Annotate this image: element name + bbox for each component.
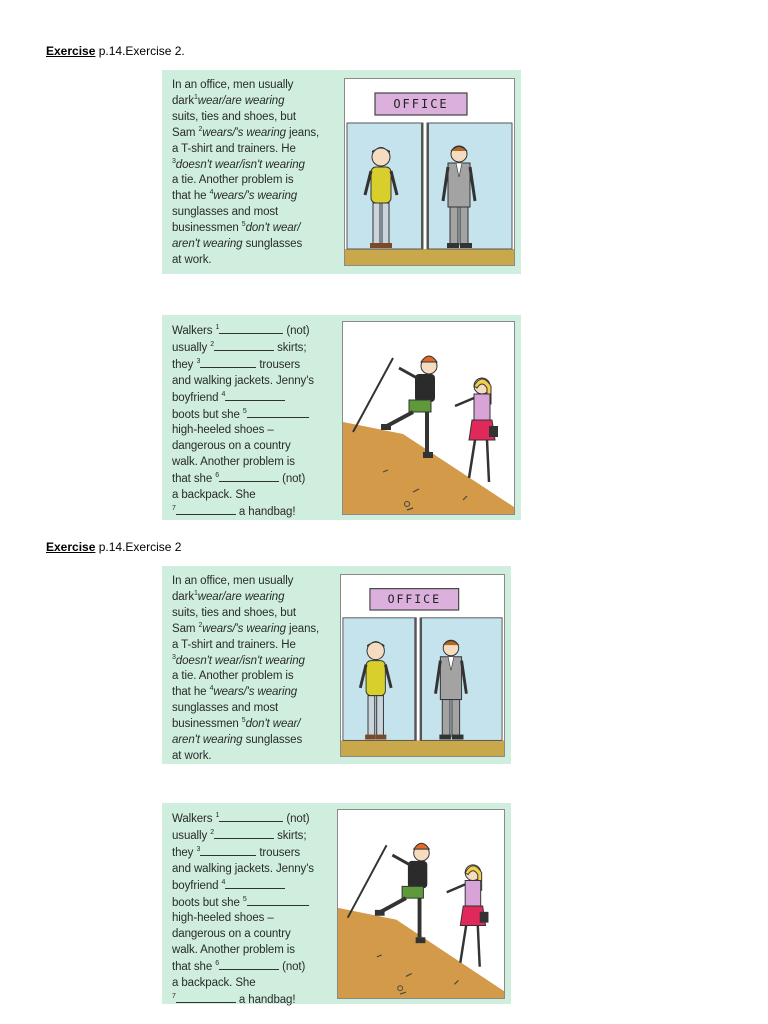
answer-text: aren't wearing: [172, 734, 243, 747]
walkers-text: [172, 323, 337, 521]
answer-blank[interactable]: [219, 811, 283, 822]
line-text: In an office, men usually: [172, 79, 294, 91]
line-text-end: jeans,: [285, 622, 320, 635]
section-heading-1: [46, 44, 185, 58]
line-text-end: trousers: [256, 358, 301, 371]
line-text: a tie. Another problem is: [172, 174, 294, 187]
text-line: [172, 253, 337, 269]
gap-number: 5: [241, 717, 246, 725]
heading-label: Exercise: [46, 44, 96, 58]
gap-number: 5: [242, 895, 247, 903]
line-text-end: a handbag!: [235, 993, 296, 1006]
line-text: that he: [172, 686, 210, 699]
heading-label: Exercise: [46, 540, 96, 554]
text-line: [172, 237, 337, 253]
answer-blank[interactable]: [219, 323, 283, 334]
line-text-end: (not): [279, 473, 306, 486]
text-line: [172, 205, 337, 221]
line-text-end: (not): [279, 961, 306, 974]
text-line: [172, 173, 337, 189]
gap-number: 2: [198, 621, 203, 629]
gap-number: 2: [210, 341, 214, 349]
line-text: a backpack. She: [172, 977, 256, 990]
answer-blank[interactable]: [214, 828, 274, 839]
gap-number: 7: [172, 505, 176, 513]
walkers-svg: [338, 810, 504, 998]
line-text: they: [172, 846, 197, 859]
text-line: [172, 927, 337, 943]
line-text: sunglasses and most: [172, 702, 279, 715]
text-line: [172, 811, 337, 828]
gap-number: 1: [215, 812, 220, 820]
office-floor: [341, 740, 504, 756]
text-line: [172, 959, 337, 976]
gap-number: 7: [172, 993, 176, 1001]
line-text: a tie. Another problem is: [172, 670, 294, 683]
text-line: [172, 845, 337, 862]
office-floor: [345, 249, 514, 265]
line-text: a T-shirt and trainers. He: [172, 638, 296, 651]
text-line: [172, 357, 337, 374]
office-text: [172, 78, 337, 269]
line-text: walk. Another problem is: [172, 456, 295, 469]
text-line: [172, 749, 337, 765]
line-text: at work.: [172, 253, 212, 266]
line-text: In an office, men usually: [172, 575, 294, 587]
text-line: [172, 895, 337, 912]
answer-text: doesn't wear/isn't wearing: [175, 654, 305, 667]
gap-number: 3: [196, 845, 201, 853]
line-text: dangerous on a country: [172, 928, 291, 941]
line-text: boots but she: [172, 408, 243, 421]
text-line: [172, 455, 337, 471]
text-line: [172, 142, 337, 158]
text-line: [172, 638, 337, 654]
line-text-end: a handbag!: [235, 505, 296, 518]
answer-text: wears/'s wearing: [202, 622, 286, 635]
answer-text: don't wear/: [245, 222, 301, 235]
walkers-card-2: [162, 803, 511, 1004]
text-line: [172, 590, 337, 606]
office-illustration: [340, 574, 505, 757]
line-text: usually: [172, 341, 211, 354]
text-line: [172, 374, 337, 390]
text-line: [172, 340, 337, 357]
answer-blank[interactable]: [247, 407, 309, 418]
answer-text: aren't wearing: [172, 238, 243, 251]
office-card-2: [162, 566, 511, 764]
line-text-end: (not): [283, 813, 310, 825]
line-text-end: skirts;: [274, 341, 307, 354]
line-text: boyfriend: [172, 879, 222, 892]
text-line: [172, 622, 337, 638]
gap-number: 1: [193, 94, 198, 102]
answer-text: wear/are wearing: [197, 590, 285, 603]
office-text: [172, 574, 337, 765]
text-line: [172, 221, 337, 237]
line-text: high-heeled shoes –: [172, 424, 274, 437]
section-heading-2: [46, 540, 181, 554]
text-line: [172, 126, 337, 142]
office-sign-text: OFFICE: [387, 592, 441, 607]
office-illustration: [344, 78, 515, 266]
answer-blank[interactable]: [219, 471, 279, 482]
line-text-end: sunglasses: [242, 734, 303, 747]
text-line: [172, 78, 337, 94]
heading-rest: p.14.Exercise 2: [95, 540, 182, 554]
walkers-illustration: [342, 321, 515, 515]
heading-rest: p.14.Exercise 2.: [95, 44, 185, 58]
gap-number: 3: [196, 357, 201, 365]
line-text: and walking jackets. Jenny's: [172, 862, 314, 875]
line-text: a backpack. She: [172, 489, 256, 502]
text-line: [172, 654, 337, 670]
office-svg: [341, 575, 504, 756]
gap-number: 4: [209, 189, 214, 197]
line-text: a T-shirt and trainers. He: [172, 142, 296, 155]
line-text: sunglasses and most: [172, 206, 279, 219]
line-text-end: sunglasses: [242, 238, 303, 251]
text-line: [172, 110, 337, 126]
line-text: Walkers: [172, 813, 216, 825]
gap-number: 4: [221, 390, 226, 398]
text-line: [172, 669, 337, 685]
gap-number: 2: [198, 125, 203, 133]
answer-blank[interactable]: [214, 340, 274, 351]
text-line: [172, 685, 337, 701]
gap-number: 5: [241, 221, 246, 229]
line-text: boyfriend: [172, 391, 222, 404]
line-text: dangerous on a country: [172, 440, 291, 453]
text-line: [172, 439, 337, 455]
line-text: dark: [172, 94, 194, 107]
line-text: at work.: [172, 749, 212, 762]
answer-text: wear/are wearing: [197, 94, 285, 107]
text-line: [172, 862, 337, 878]
line-text: businessmen: [172, 718, 242, 731]
line-text-end: trousers: [256, 846, 301, 859]
text-line: [172, 911, 337, 927]
gap-number: 1: [193, 590, 198, 598]
gap-number: 2: [210, 829, 214, 837]
answer-blank[interactable]: [200, 845, 256, 856]
text-line: [172, 717, 337, 733]
gap-number: 6: [215, 960, 220, 968]
answer-text: wears/'s wearing: [202, 126, 286, 139]
text-line: [172, 390, 337, 407]
text-line: [172, 606, 337, 622]
answer-text: wears/'s wearing: [213, 190, 298, 203]
text-line: [172, 323, 337, 340]
line-text: boots but she: [172, 896, 243, 909]
text-line: [172, 471, 337, 488]
line-text: walk. Another problem is: [172, 944, 295, 957]
line-text: Sam: [172, 126, 199, 139]
gap-number: 1: [215, 324, 220, 332]
answer-blank[interactable]: [219, 959, 279, 970]
office-svg: [345, 79, 514, 265]
line-text: suits, ties and shoes, but: [172, 606, 296, 619]
line-text: dark: [172, 590, 194, 603]
text-line: [172, 976, 337, 992]
text-line: [172, 407, 337, 424]
line-text-end: skirts;: [274, 829, 307, 842]
text-line: [172, 574, 337, 590]
line-text: and walking jackets. Jenny's: [172, 374, 314, 387]
line-text: usually: [172, 829, 211, 842]
gap-number: 3: [172, 653, 176, 661]
text-line: [172, 423, 337, 439]
gap-number: 3: [172, 157, 176, 165]
line-text: that he: [172, 190, 210, 203]
answer-text: doesn't wear/isn't wearing: [175, 158, 305, 171]
text-line: [172, 733, 337, 749]
line-text: suits, ties and shoes, but: [172, 110, 296, 123]
answer-blank[interactable]: [247, 895, 309, 906]
line-text: Walkers: [172, 325, 216, 337]
text-line: [172, 992, 337, 1009]
text-line: [172, 94, 337, 110]
text-line: [172, 828, 337, 845]
walkers-svg: [343, 322, 514, 514]
line-text: Sam: [172, 622, 199, 635]
walkers-card-1: [162, 315, 521, 520]
text-line: [172, 504, 337, 521]
text-line: [172, 943, 337, 959]
line-text: that she: [172, 473, 216, 486]
text-line: [172, 488, 337, 504]
gap-number: 6: [215, 472, 220, 480]
walkers-text: [172, 811, 337, 1009]
answer-text: don't wear/: [245, 718, 301, 731]
answer-text: wears/'s wearing: [213, 686, 298, 699]
text-line: [172, 189, 337, 205]
gap-number: 5: [242, 407, 247, 415]
text-line: [172, 158, 337, 174]
line-text: that she: [172, 961, 216, 974]
text-line: [172, 878, 337, 895]
answer-blank[interactable]: [225, 390, 285, 401]
walkers-illustration: [337, 809, 505, 999]
office-sign-text: OFFICE: [393, 97, 449, 111]
line-text-end: jeans,: [285, 126, 320, 139]
gap-number: 4: [221, 878, 226, 886]
answer-blank[interactable]: [225, 878, 285, 889]
gap-number: 4: [209, 685, 214, 693]
answer-blank[interactable]: [176, 992, 236, 1003]
answer-blank[interactable]: [200, 357, 256, 368]
line-text: they: [172, 358, 197, 371]
office-card-1: [162, 70, 521, 274]
line-text: businessmen: [172, 222, 242, 235]
answer-blank[interactable]: [176, 504, 236, 515]
text-line: [172, 701, 337, 717]
line-text: high-heeled shoes –: [172, 912, 274, 925]
line-text-end: (not): [283, 325, 310, 337]
